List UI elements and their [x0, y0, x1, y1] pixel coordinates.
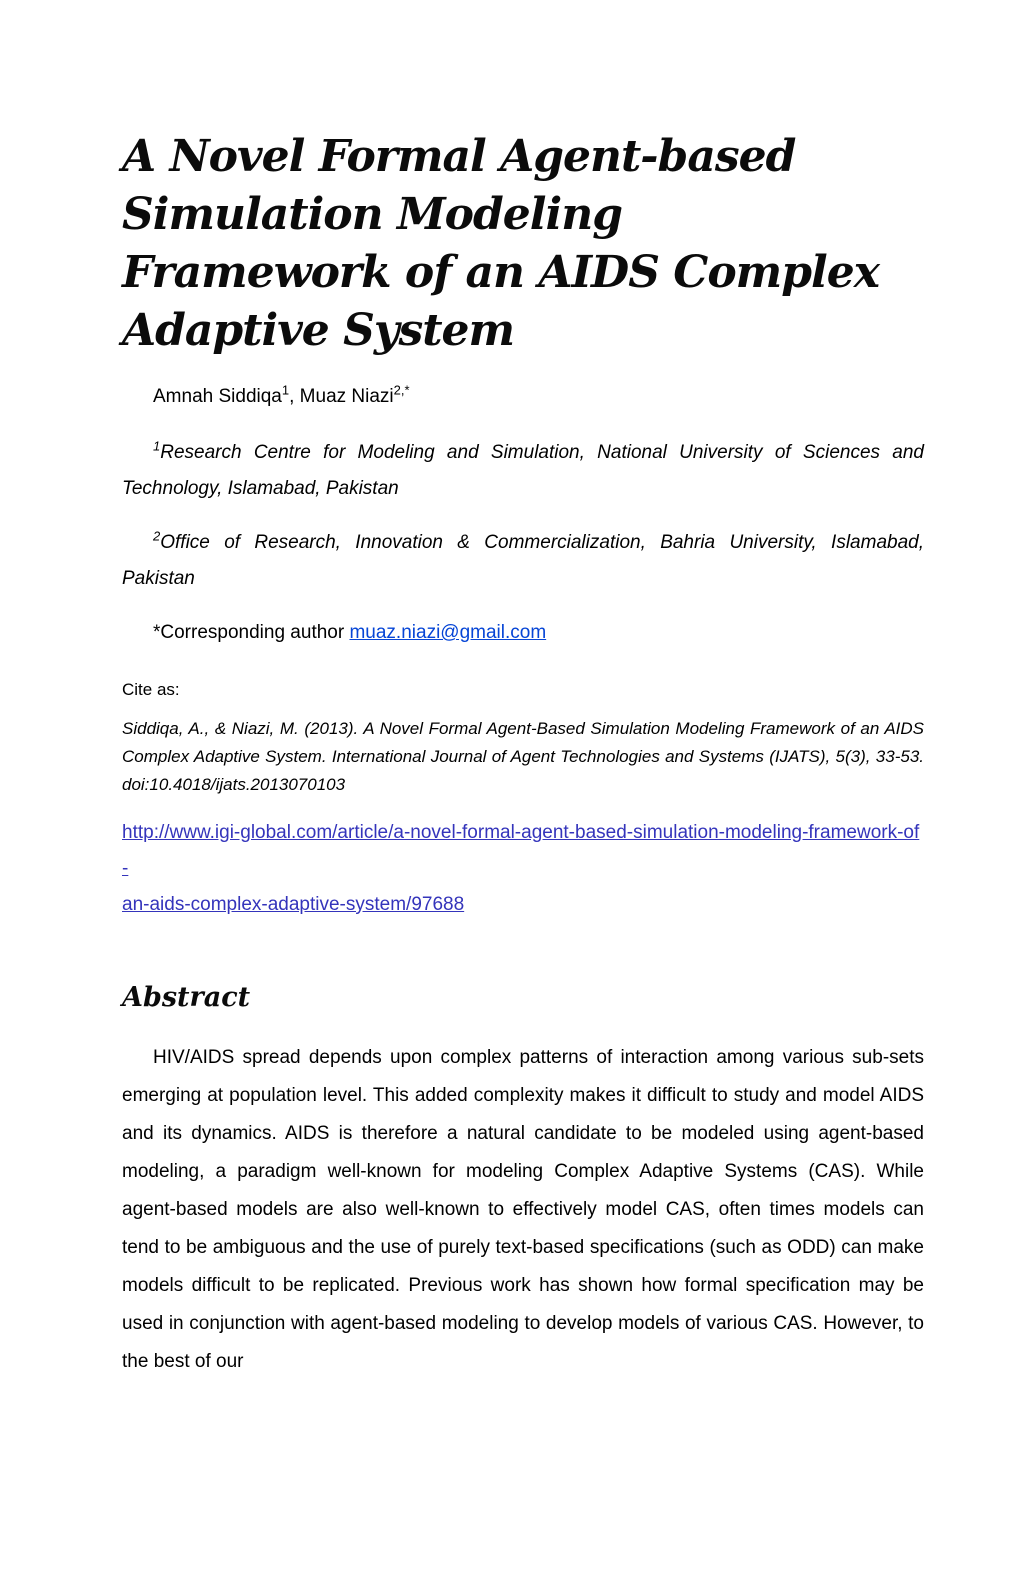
cite-as-label: Cite as: — [122, 680, 180, 699]
affiliation-text: Office of Research, Innovation & Commercialization, Bahria University, Islamabad, Pakistan — [122, 532, 924, 589]
abstract-text: HIV/AIDS spread depends upon complex patterns of interaction among various sub-sets emerging at population level. This added complexity makes it difficult to study and model AIDS and its dynamics. AIDS is therefore a natural candidate to be modeled using agent-based modeling, a paradigm well-known for modeling Complex Adaptive Systems (CAS). While agent-based models are also well-known to effectively model CAS, often times models can tend to be ambiguous and the use of purely text-based specifications (such as ODD) can make models difficult to be replicated. Previous work has shown how formal specification may be used in conjunction with agent-based modeling to develop models of various CAS. However, to the best of our — [122, 1047, 924, 1372]
article-url-paragraph — [122, 815, 924, 923]
article-url-link[interactable] — [122, 822, 919, 915]
affiliation-text: Research Centre for Modeling and Simulation, National University of Sciences and Technology, Islamabad, Pakistan — [122, 442, 924, 499]
author-affiliation-marker: 1 — [281, 382, 290, 398]
article-url-line: an-aids-complex-adaptive-system/97688 — [122, 894, 465, 915]
affiliation-2 — [122, 525, 924, 597]
email-link[interactable]: muaz.niazi@gmail.com — [349, 622, 547, 643]
paper-title-line: Simulation Modeling — [122, 189, 622, 240]
paper-title — [122, 128, 924, 360]
document-page — [0, 128, 1024, 1576]
abstract-heading: Abstract — [122, 982, 251, 1013]
author-name: Muaz Niazi — [299, 386, 394, 407]
paper-title-line: Adaptive System — [122, 305, 515, 356]
author-name: Amnah Siddiqa — [153, 386, 282, 407]
author-separator: , — [289, 386, 300, 407]
citation-text: Siddiqa, A., & Niazi, M. (2013). A Novel Formal Agent-Based Simulation Modeling Framework of an AIDS Complex Adaptive System. International Journal of Agent Technologies and Systems (IJATS), 5(3), 33-53. doi:10.4018/ijats.2013070103 — [122, 719, 924, 794]
paper-title-line: Framework of an AIDS Complex — [122, 247, 879, 298]
authors-line — [122, 384, 924, 409]
author-affiliation-marker: 2,* — [393, 382, 410, 398]
article-url-line: http://www.igi-global.com/article/a-novel-formal-agent-based-simulation-modeling-framework-of- — [122, 822, 920, 879]
affiliation-superscript: 2 — [153, 528, 161, 544]
corresponding-author-prefix: *Corresponding author — [153, 622, 350, 643]
affiliation-superscript: 1 — [153, 438, 161, 454]
corresponding-author-line — [122, 615, 924, 651]
affiliation-1 — [122, 435, 924, 507]
paper-title-line: A Novel Formal Agent-based — [122, 131, 796, 182]
